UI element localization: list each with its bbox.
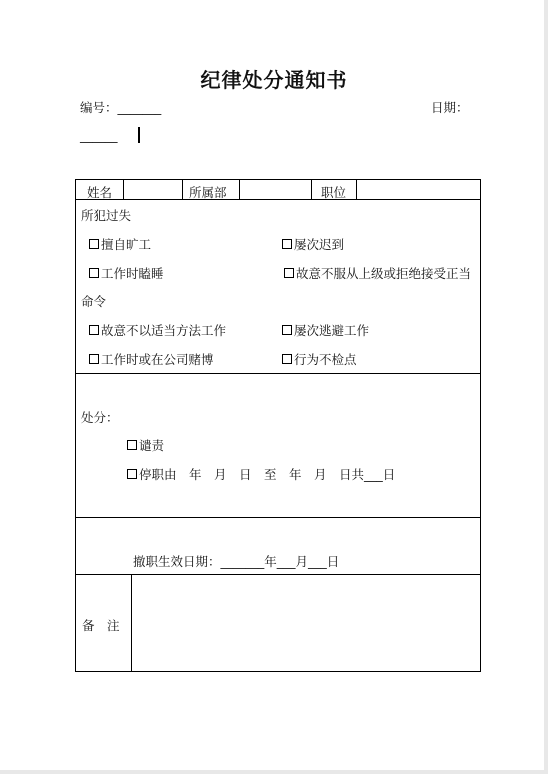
remarks-label: 备 注: [82, 618, 120, 633]
number-blank: _______: [117, 100, 162, 115]
offense-item[interactable]: 屡次迟到: [282, 235, 344, 253]
number-field[interactable]: [80, 98, 161, 116]
cell-divider: [182, 180, 183, 199]
penalty-label: 处分：: [81, 410, 119, 425]
page-right-edge: [544, 0, 548, 774]
date-blank[interactable]: ______: [80, 128, 118, 143]
text-cursor: [138, 127, 140, 143]
offense-item[interactable]: 故意不服从上级或拒绝接受正当: [284, 264, 471, 282]
document-title: 纪律处分通知书: [200, 68, 348, 92]
offense-item[interactable]: 行为不检点: [282, 350, 357, 368]
page-bottom-edge: [0, 770, 548, 774]
checkbox[interactable]: [89, 354, 99, 364]
name-label: 姓名: [87, 185, 113, 200]
offense-item[interactable]: 工作时或在公司赌博: [89, 350, 214, 368]
cell-divider: [311, 180, 312, 199]
cell-divider: [123, 180, 124, 199]
row-divider: [76, 199, 480, 200]
penalty-warning[interactable]: 谴责: [127, 436, 164, 454]
cell-divider: [131, 574, 132, 671]
checkbox[interactable]: [282, 239, 292, 249]
position-label: 职位: [321, 185, 347, 200]
checkbox[interactable]: [89, 239, 99, 249]
number-label: 编号：: [80, 100, 118, 115]
checkbox[interactable]: [89, 268, 99, 278]
offense-item[interactable]: 屡次逃避工作: [282, 321, 369, 339]
penalty-suspension[interactable]: 停职由 年 月 日 至 年 月 日共___日: [127, 465, 395, 483]
offense-wrap-text: 命令: [81, 294, 107, 309]
cell-divider: [356, 180, 357, 199]
checkbox[interactable]: [127, 469, 137, 479]
checkbox[interactable]: [127, 440, 137, 450]
row-divider: [76, 574, 480, 575]
offense-label: 所犯过失: [81, 208, 132, 223]
date-label: 日期：: [431, 100, 469, 115]
offense-item[interactable]: 故意不以适当方法工作: [89, 321, 226, 339]
dept-label: 所属部: [189, 185, 227, 200]
row-divider: [76, 373, 480, 374]
offense-item[interactable]: 擅自旷工: [89, 235, 151, 253]
cell-divider: [239, 180, 240, 199]
form-table: [75, 179, 481, 672]
checkbox[interactable]: [282, 354, 292, 364]
checkbox[interactable]: [282, 325, 292, 335]
checkbox[interactable]: [89, 325, 99, 335]
row-divider: [76, 517, 480, 518]
checkbox[interactable]: [284, 268, 294, 278]
dismissal-date[interactable]: 撤职生效日期：_______年___月___日: [133, 554, 340, 569]
offense-item[interactable]: 工作时瞌睡: [89, 264, 164, 282]
